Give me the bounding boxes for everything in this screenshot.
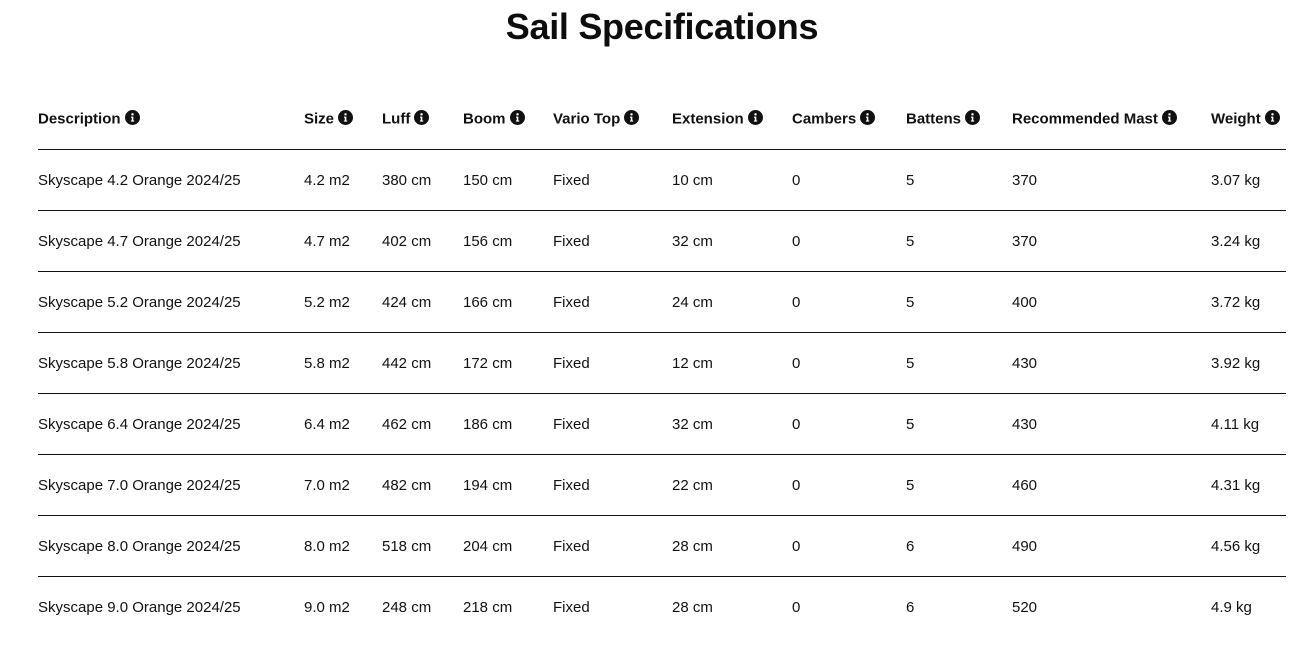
column-header-label: Extension: [672, 110, 744, 128]
cell-description: Skyscape 5.2 Orange 2024/25: [38, 272, 304, 333]
cell-boom: 156 cm: [463, 211, 553, 272]
cell-recommended-mast: 490: [1012, 516, 1211, 577]
cell-weight: 4.31 kg: [1211, 455, 1286, 516]
table-row: [38, 211, 1286, 272]
cell-boom: 166 cm: [463, 272, 553, 333]
cell-extension: 12 cm: [672, 333, 792, 394]
cell-size: 4.7 m2: [304, 211, 382, 272]
cell-luff: 442 cm: [382, 333, 463, 394]
cell-size: 4.2 m2: [304, 150, 382, 211]
cell-cambers: 0: [792, 211, 906, 272]
table-row: [38, 516, 1286, 577]
cell-weight: 4.56 kg: [1211, 516, 1286, 577]
column-header-label: Luff: [382, 110, 411, 128]
column-header-vario-top: [553, 89, 672, 150]
cell-description: Skyscape 4.7 Orange 2024/25: [38, 211, 304, 272]
cell-vario-top: Fixed: [553, 455, 672, 516]
cell-boom: 172 cm: [463, 333, 553, 394]
cell-weight: 3.24 kg: [1211, 211, 1286, 272]
cell-battens: 5: [906, 455, 1012, 516]
cell-cambers: 0: [792, 150, 906, 211]
cell-battens: 6: [906, 516, 1012, 577]
table-header-row: [38, 89, 1286, 150]
cell-vario-top: Fixed: [553, 150, 672, 211]
cell-cambers: 0: [792, 272, 906, 333]
cell-extension: 28 cm: [672, 516, 792, 577]
cell-description: Skyscape 8.0 Orange 2024/25: [38, 516, 304, 577]
cell-size: 7.0 m2: [304, 455, 382, 516]
cell-cambers: 0: [792, 394, 906, 455]
cell-description: Skyscape 7.0 Orange 2024/25: [38, 455, 304, 516]
info-icon[interactable]: [125, 110, 140, 125]
column-header-label: Cambers: [792, 110, 857, 128]
info-icon[interactable]: [860, 110, 875, 125]
info-icon[interactable]: [1162, 110, 1177, 125]
column-header-cambers: [792, 89, 906, 150]
cell-vario-top: Fixed: [553, 516, 672, 577]
info-icon[interactable]: [748, 110, 763, 125]
cell-extension: 28 cm: [672, 598, 713, 616]
info-icon[interactable]: [338, 110, 353, 125]
info-icon[interactable]: [414, 110, 429, 125]
cell-cambers: 0: [792, 455, 906, 516]
cell-vario-top: Fixed: [553, 211, 672, 272]
cell-cambers: 0: [792, 598, 801, 616]
cell-weight: 4.9 kg: [1211, 598, 1252, 616]
table-row: [38, 150, 1286, 211]
cell-extension: 32 cm: [672, 211, 792, 272]
cell-luff: 248 cm: [382, 598, 432, 616]
column-header-extension: [672, 89, 792, 150]
cell-cambers: 0: [792, 516, 906, 577]
table-row: [38, 272, 1286, 333]
cell-battens: 5: [906, 211, 1012, 272]
cell-battens: 6: [906, 598, 915, 616]
cell-description: Skyscape 6.4 Orange 2024/25: [38, 394, 304, 455]
cell-extension: 22 cm: [672, 455, 792, 516]
cell-recommended-mast: 460: [1012, 455, 1211, 516]
info-icon[interactable]: [965, 110, 980, 125]
cell-description: Skyscape 4.2 Orange 2024/25: [38, 150, 304, 211]
column-header-recommended-mast: [1012, 89, 1211, 150]
cell-luff: 380 cm: [382, 150, 463, 211]
cell-vario-top: Fixed: [553, 394, 672, 455]
column-header-boom: [463, 89, 553, 150]
cell-boom: 204 cm: [463, 516, 553, 577]
table-row: [38, 577, 1286, 638]
cell-battens: 5: [906, 333, 1012, 394]
column-header-description: [38, 89, 304, 150]
cell-luff: 402 cm: [382, 211, 463, 272]
cell-vario-top: Fixed: [553, 333, 672, 394]
cell-luff: 482 cm: [382, 455, 463, 516]
cell-boom: 218 cm: [463, 598, 513, 616]
column-header-weight: [1211, 89, 1286, 150]
cell-weight: 3.92 kg: [1211, 333, 1286, 394]
cell-battens: 5: [906, 150, 1012, 211]
cell-extension: 24 cm: [672, 272, 792, 333]
cell-size: 5.2 m2: [304, 272, 382, 333]
column-header-label: Vario Top: [553, 110, 621, 128]
cell-recommended-mast: 370: [1012, 150, 1211, 211]
cell-recommended-mast: 430: [1012, 333, 1211, 394]
column-header-luff: [382, 89, 463, 150]
cell-battens: 5: [906, 394, 1012, 455]
column-header-label: Boom: [463, 110, 506, 128]
cell-weight: 3.07 kg: [1211, 150, 1286, 211]
page-title: Sail Specifications: [505, 6, 819, 47]
table-row: [38, 455, 1286, 516]
column-header-label: Weight: [1211, 110, 1261, 128]
cell-luff: 424 cm: [382, 272, 463, 333]
column-header-battens: [906, 89, 1012, 150]
cell-battens: 5: [906, 272, 1012, 333]
cell-boom: 194 cm: [463, 455, 553, 516]
cell-weight: 3.72 kg: [1211, 272, 1286, 333]
cell-recommended-mast: 430: [1012, 394, 1211, 455]
info-icon[interactable]: [1265, 110, 1280, 125]
table-row: [38, 333, 1286, 394]
cell-description: Skyscape 5.8 Orange 2024/25: [38, 333, 304, 394]
specifications-table: [38, 89, 1286, 637]
cell-recommended-mast: 520: [1012, 598, 1038, 616]
cell-weight: 4.11 kg: [1211, 394, 1286, 455]
cell-luff: 518 cm: [382, 516, 463, 577]
column-header-label: Recommended Mast: [1012, 110, 1158, 128]
cell-recommended-mast: 400: [1012, 272, 1211, 333]
cell-size: 8.0 m2: [304, 516, 382, 577]
column-header-label: Size: [304, 110, 335, 128]
cell-size: 6.4 m2: [304, 394, 382, 455]
info-icon[interactable]: [510, 110, 525, 125]
cell-cambers: 0: [792, 333, 906, 394]
cell-extension: 32 cm: [672, 394, 792, 455]
table-row: [38, 394, 1286, 455]
cell-size: 9.0 m2: [304, 598, 350, 616]
column-header-label: Description: [38, 110, 121, 128]
info-icon[interactable]: [624, 110, 639, 125]
cell-luff: 462 cm: [382, 394, 463, 455]
cell-recommended-mast: 370: [1012, 211, 1211, 272]
cell-description: Skyscape 9.0 Orange 2024/25: [38, 598, 241, 616]
cell-boom: 150 cm: [463, 150, 553, 211]
cell-size: 5.8 m2: [304, 333, 382, 394]
table-body: [38, 150, 1286, 638]
cell-boom: 186 cm: [463, 394, 553, 455]
cell-vario-top: Fixed: [553, 598, 590, 616]
column-header-size: [304, 89, 382, 150]
cell-vario-top: Fixed: [553, 272, 672, 333]
cell-extension: 10 cm: [672, 150, 792, 211]
column-header-label: Battens: [906, 110, 962, 128]
